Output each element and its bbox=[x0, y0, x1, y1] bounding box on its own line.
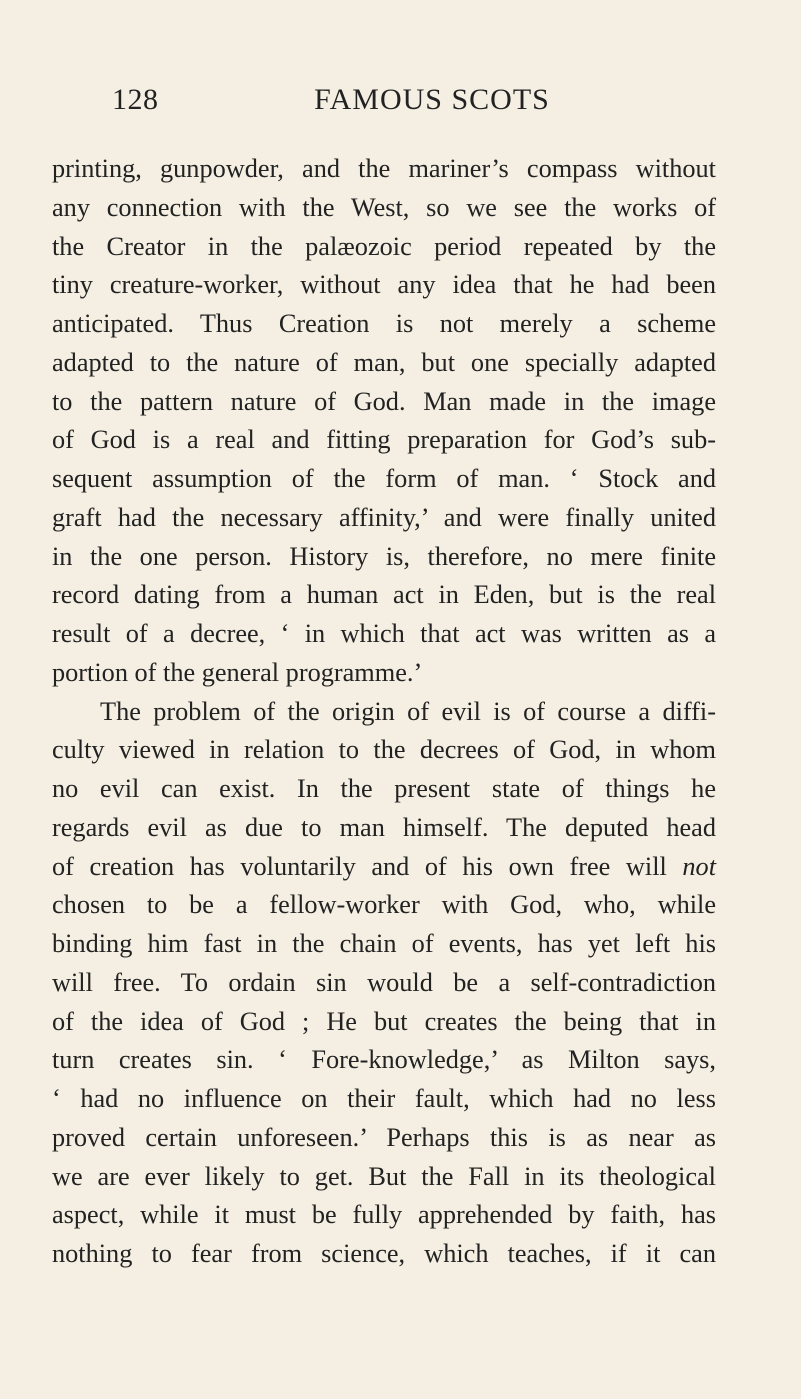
text-line bbox=[52, 266, 716, 305]
line-text: in the one person. History is, therefore, no mere finite bbox=[52, 541, 716, 571]
line-text: tiny creature-worker, without any idea that he had been bbox=[52, 270, 716, 300]
text-line bbox=[52, 305, 716, 344]
line-text: result of a decree, ‘ in which that act was written as a bbox=[52, 619, 716, 648]
line-text: sequent assumption of the form of man. ‘ Stock and bbox=[52, 464, 716, 493]
text-line bbox=[52, 1119, 716, 1158]
line-text: turn creates sin. ‘ Fore-knowledge,’ as Milton says, bbox=[52, 1045, 716, 1075]
page-number: 128 bbox=[112, 83, 159, 116]
line-text: regards evil as due to man himself. The deputed head bbox=[52, 812, 716, 842]
text-line bbox=[52, 576, 716, 615]
text-line bbox=[52, 421, 716, 460]
line-text: binding him fast in the chain of events, has yet left his bbox=[52, 929, 716, 958]
line-text: proved certain unforeseen.’ Perhaps this is as near as bbox=[52, 1122, 716, 1152]
line-text: adapted to the nature of man, but one specially adapted bbox=[52, 347, 716, 377]
text-line bbox=[52, 344, 716, 383]
line-text: culty viewed in relation to the decrees of God, in whom bbox=[52, 735, 716, 765]
running-head bbox=[112, 80, 716, 124]
line-text: ‘ had no influence on their fault, which had no less bbox=[52, 1084, 716, 1113]
text-line bbox=[52, 964, 716, 1003]
line-text: will free. To ordain sin would be a self-contradiction bbox=[52, 967, 716, 997]
line-text: of creation has voluntarily and of his own free will bbox=[52, 851, 683, 881]
text-line bbox=[52, 770, 716, 809]
text-line bbox=[52, 460, 716, 499]
line-text: printing, gunpowder, and the mariner’s compass without bbox=[52, 154, 716, 183]
line-text: we are ever likely to get. But the Fall in its theological bbox=[52, 1161, 716, 1191]
line-text: The problem of the origin of evil is of course a diffi- bbox=[100, 696, 716, 726]
line-text: of God is a real and fitting preparation for God’s sub- bbox=[52, 425, 716, 455]
body-text bbox=[52, 150, 716, 1274]
text-line bbox=[52, 615, 716, 654]
line-text: any connection with the West, so we see the works of bbox=[52, 192, 716, 222]
line-text: graft had the necessary affinity,’ and were finally united bbox=[52, 502, 716, 532]
text-line bbox=[52, 189, 716, 228]
text-line bbox=[52, 228, 716, 267]
line-text: record dating from a human act in Eden, but is the real bbox=[52, 580, 716, 610]
line-text: aspect, while it must be fully apprehended by faith, has bbox=[52, 1200, 716, 1230]
text-line bbox=[52, 538, 716, 577]
text-line bbox=[52, 886, 716, 925]
text-line bbox=[52, 499, 716, 538]
running-title: FAMOUS SCOTS bbox=[314, 83, 550, 116]
line-text: no evil can exist. In the present state of things he bbox=[52, 774, 716, 803]
text-line bbox=[52, 150, 716, 189]
italic-text: not bbox=[682, 851, 716, 881]
line-text: portion of the general programme.’ bbox=[52, 657, 423, 687]
line-text: the Creator in the palæozoic period repeated by the bbox=[52, 231, 716, 261]
line-text: of the idea of God ; He but creates the being that in bbox=[52, 1006, 716, 1036]
text-line bbox=[52, 731, 716, 770]
line-text: to the pattern nature of God. Man made in the image bbox=[52, 386, 716, 416]
text-line bbox=[52, 383, 716, 422]
text-line bbox=[52, 809, 716, 848]
text-line bbox=[52, 848, 716, 887]
text-line bbox=[52, 1196, 716, 1235]
text-line bbox=[52, 1158, 716, 1197]
line-text: nothing to fear from science, which teaches, if it can bbox=[52, 1239, 716, 1268]
text-line bbox=[52, 1003, 716, 1042]
text-line bbox=[52, 1235, 716, 1274]
text-line bbox=[52, 925, 716, 964]
line-text: anticipated. Thus Creation is not merely a scheme bbox=[52, 309, 716, 338]
line-text: chosen to be a fellow-worker with God, who, while bbox=[52, 890, 716, 920]
text-line bbox=[52, 1080, 716, 1119]
text-line bbox=[52, 1041, 716, 1080]
text-line bbox=[52, 693, 716, 732]
text-line bbox=[52, 654, 716, 693]
